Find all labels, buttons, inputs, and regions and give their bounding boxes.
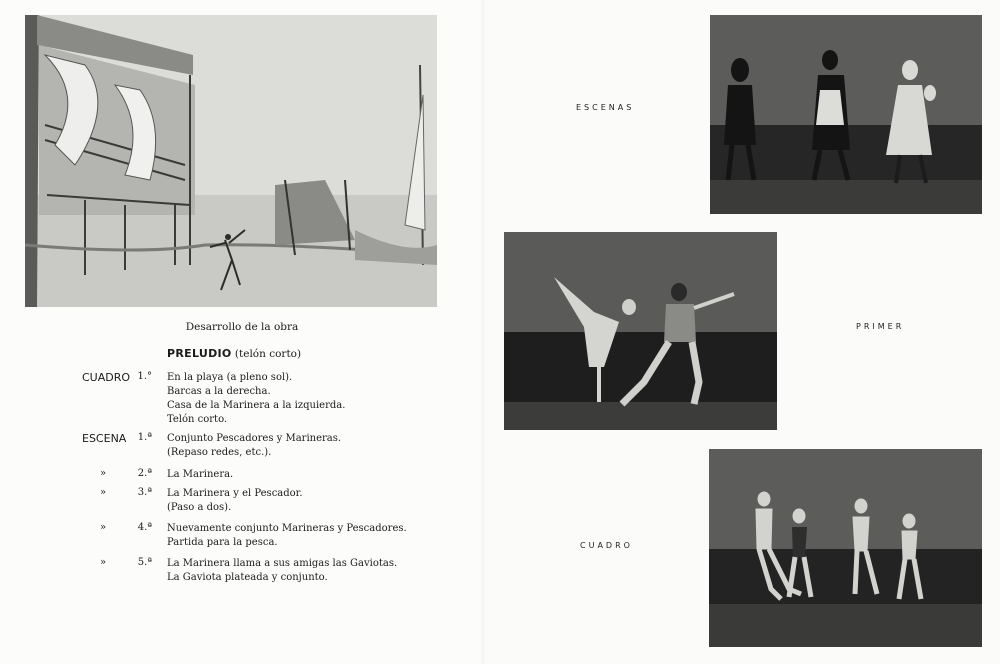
dancers-photo [709,449,982,647]
row-number: 1.ª [137,432,152,443]
row-line: Casa de la Marinera a la izquierda. [167,400,346,411]
label-escenas: ESCENAS [576,103,635,112]
row-label: CUADRO [82,371,131,384]
row-line: (Repaso redes, etc.). [167,447,272,458]
ditto-mark: » [100,522,107,533]
row-line: Conjunto Pescadores y Marineras. [167,433,342,444]
right-page [484,0,1000,664]
row-number: 5.ª [137,557,152,568]
dancers-photo [710,15,982,214]
row-line: La Marinera llama a sus amigas las Gaviotas. [167,558,398,569]
row-line: Partida para la pesca. [167,537,278,548]
row-line: Nuevamente conjunto Marineras y Pescadores. [167,523,407,534]
ditto-mark: » [100,487,107,498]
row-line: La Gaviota plateada y conjunto. [167,572,328,583]
row-lines [167,432,341,460]
row-label: ESCENA [82,432,127,445]
prelude-title: PRELUDIO [167,347,232,360]
row-number: 3.ª [137,487,152,498]
label-primer: PRIMER [856,322,905,331]
label-cuadro: CUADRO [580,541,633,550]
ditto-mark: » [100,468,107,479]
stage-set-sketch [25,15,437,307]
prelude-note: (telón corto) [234,348,302,360]
row-line: Telón corto. [167,414,228,425]
row-number: 1.° [137,371,152,382]
row-lines [167,557,397,585]
row-line: En la playa (a pleno sol). [167,372,293,383]
row-line: La Marinera. [167,469,234,480]
ditto-mark: » [100,557,107,568]
left-page [0,0,484,664]
row-number: 2.ª [137,468,152,479]
row-line: (Paso a dos). [167,502,232,513]
prelude-heading [167,347,301,360]
row-lines [167,468,233,482]
row-lines [167,487,303,515]
caption: Desarrollo de la obra [185,321,299,333]
row-line: La Marinera y el Pescador. [167,488,303,499]
dancers-photo [504,232,777,430]
row-line: Barcas a la derecha. [167,386,271,397]
row-lines [167,371,345,427]
row-number: 4.ª [137,522,152,533]
row-lines [167,522,407,550]
